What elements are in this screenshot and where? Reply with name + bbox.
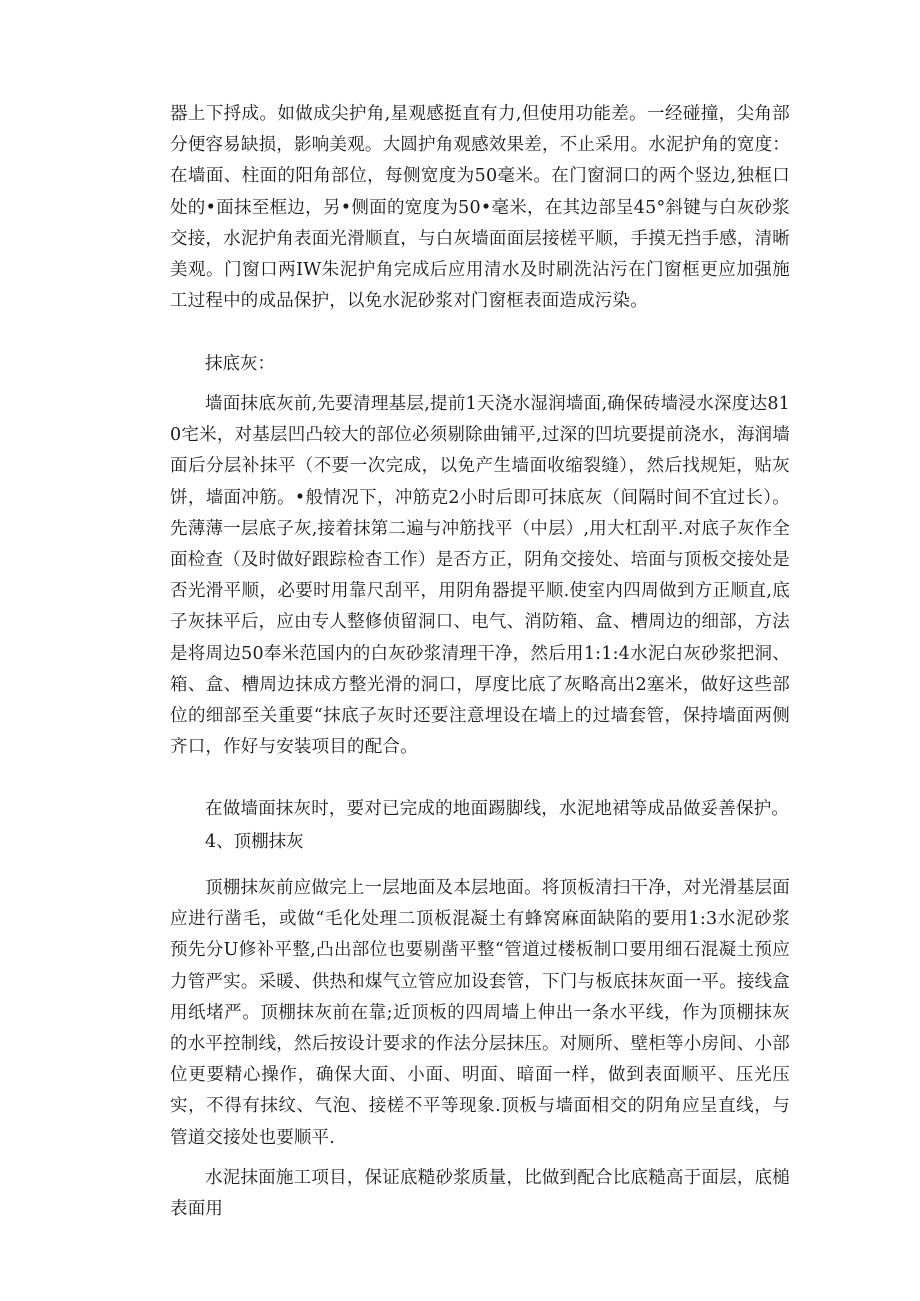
paragraph-ceiling-plaster: 顶棚抹灰前应做完上一层地面及本层地面。将顶板清扫干净，对光滑基层面应进行凿毛，或做“毛化处理二顶板混凝土有蜂窝麻面缺陷的要用1:3水泥砂浆预先分U修补平整,凸出部位也要剔凿平整“管道过楼板制口要用细石混凝土预应力管严实。采暖、供热和煤气立管应加设套管，下门与板底抹灰面一平。接线盒用纸堵严。顶棚抹灰前在靠;近顶板的四周墙上伸出一条水平线，作为顶棚抹灰的水平控制线，然后按设计要求的作法分层抹压。对厕所、壁柜等小房间、小部位更要精心操作，确保大面、小面、明面、暗面一样，做到表面顺平、压光压实，不得有抹纹、气泡、接槎不平等现象.顶板与墙面相交的阴角应呈直线，与管道交接处也要顺平. (170, 878, 790, 1148)
paragraph-base-coat: 墙面抹底灰前,先要清理基层,提前1天浇水湿润墙面,确保砖墙浸水深度达810宅米，对基层凹凸较大的部位必须剔除曲铺平,过深的凹坑要提前浇水，海润墙面后分层补抹平（不要一次完成，以免产生墙面收缩裂缝），然后找规矩，贴灰饼，墙面冲筋。•般情况下，冲筋克2小时后即可抹底灰（间隔时间不宜过长）。先薄薄一层底子灰,接着抹第二遍与冲筋找平（中层）,用大杠刮平.对底子灰作全面检查（及时做好跟踪检杳工作）是否方正，阴角交接处、培面与顶板交接处是否光滑平顺，必要时用靠尺刮平，用阴角器提平顺.使室内四周做到方正顺直,底子灰抹平后，应由专人整修侦留洞口、电气、消防箱、盒、槽周边的细部，方法是将周边50奉米范国内的白灰砂浆清理干净，然后用1:1:4水泥白灰砂浆把洞、箱、盒、槽周边抹成方整光滑的洞口，厚度比底了灰略高出2塞米，做好这些部位的细部至关重要“抹底子灰时还要注意埋设在墙上的过墙套管，保持墙面两侧齐口，作好与安装项目的配合。 (170, 394, 790, 758)
paragraph-cement-surface: 水泥抹面施工项目，保证底糙砂浆质量，比做到配合比底糙高于面层，底槌表面用 (170, 1168, 790, 1220)
paragraph-corner-protection: 器上下捋成。如做成尖护角,星观感挺直有力,但使用功能差。一经碰撞，尖角部分便容易缺损，影响美观。大圆护角观感效果差，不止采用。水泥护角的宽度：在墙面、柱面的阳角部位，每侧宽度为50毫米。在门窗洞口的两个竖边,独框口处的•面抹至框边，另•侧面的宽度为50•毫米，在其边部呈45°斜键与白灰砂浆交接，水泥护角表面光滑顺直，与白灰墙面面层接槎平顺，手摸无挡手感，清晰美观。门窗口两IW朱泥护角完成后应用清水及时刷洗沾污在门窗框更应加强施工过程中的成品保护，以免水泥砂浆对门窗框表面造成污染。 (170, 104, 790, 312)
section-heading-ceiling-plaster: 4、顶棚抹灰 (205, 832, 304, 852)
section-heading-base-coat: 抹底灰： (205, 354, 275, 374)
paragraph-wall-protection: 在做墙面抹灰时，要对已完成的地面踢脚线，水泥地裙等成品做妥善保护。 (205, 799, 790, 819)
